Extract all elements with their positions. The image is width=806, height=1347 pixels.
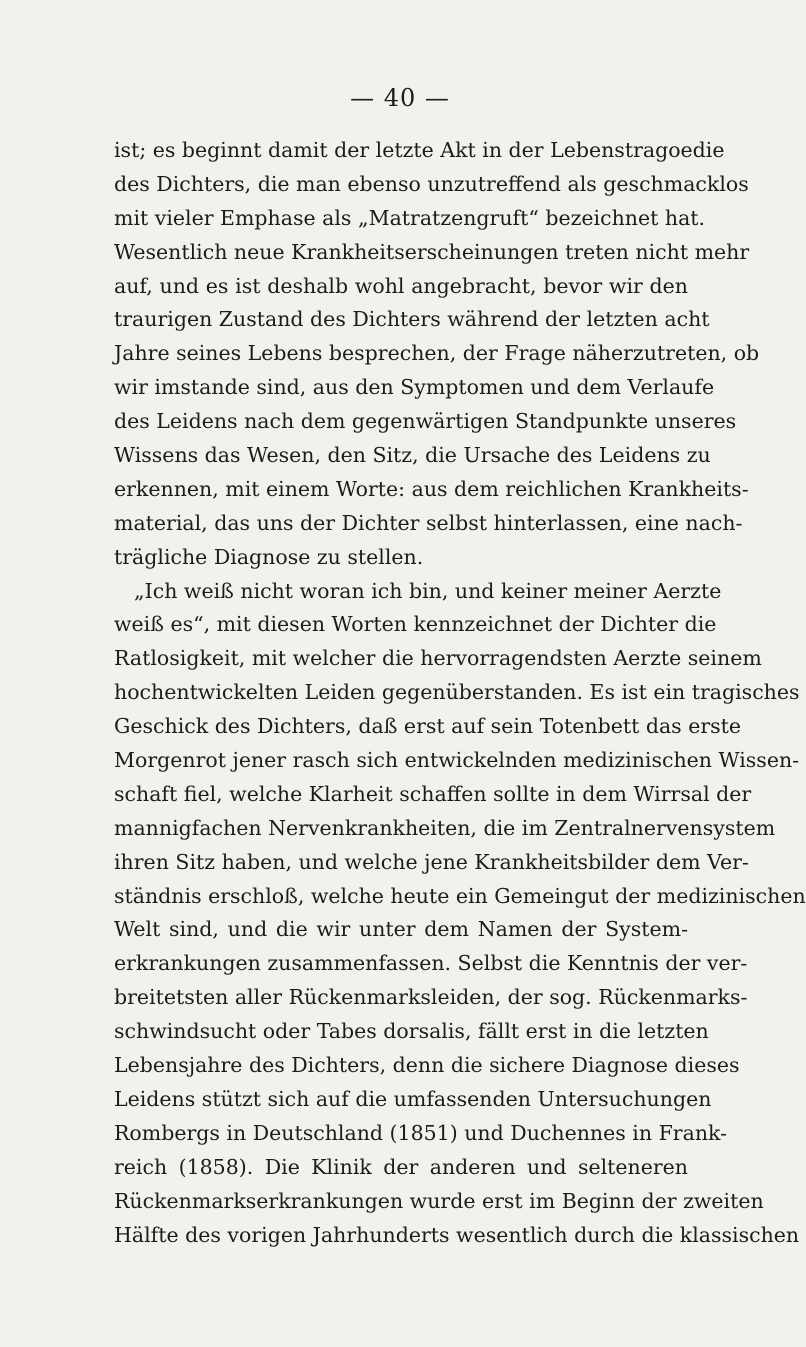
- text-line: traurigen Zustand des Dichters während der letzten acht: [114, 307, 710, 332]
- text-line: schwindsucht oder Tabes dorsalis, fällt erst in die letzten: [114, 1019, 709, 1044]
- page-number: — 40 —: [350, 84, 450, 112]
- text-line: wir imstande sind, aus den Symptomen und dem Verlaufe: [114, 375, 715, 400]
- text-line: des Dichters, die man ebenso unzutreffend als geschmacklos: [114, 171, 749, 196]
- text-line: ständnis erschloß, welche heute ein Gemeingut der medizinischen: [114, 883, 806, 908]
- text-line: Rombergs in Deutschland (1851) und Duchennes in Frank-: [114, 1120, 728, 1145]
- text-line: Leidens stützt sich auf die umfassenden Untersuchungen: [114, 1086, 712, 1111]
- text-line: Wesentlich neue Krankheitserscheinungen treten nicht mehr: [114, 239, 750, 264]
- text-line: erkennen, mit einem Worte: aus dem reichlichen Krankheits-: [114, 476, 749, 501]
- text-line: hochentwickelten Leiden gegenüberstanden. Es ist ein tragisches: [114, 680, 800, 705]
- text-line: weiß es“, mit diesen Worten kennzeichnet der Dichter die: [114, 612, 717, 637]
- text-line: Geschick des Dichters, daß erst auf sein Totenbett das erste: [114, 714, 742, 739]
- text-line: des Leidens nach dem gegenwärtigen Standpunkte unseres: [114, 409, 737, 434]
- text-line: Morgenrot jener rasch sich entwickelnden medizinischen Wissen-: [114, 748, 800, 773]
- text-line: reich (1858). Die Klinik der anderen und selteneren: [114, 1154, 688, 1179]
- page-body-text: [114, 134, 806, 1252]
- text-line: breitetsten aller Rückenmarksleiden, der sog. Rückenmarks-: [114, 985, 748, 1010]
- text-line: Wissens das Wesen, den Sitz, die Ursache des Leidens zu: [114, 443, 711, 468]
- text-line: Welt sind, und die wir unter dem Namen der System-: [114, 917, 688, 942]
- text-line: trägliche Diagnose zu stellen.: [114, 544, 424, 569]
- text-line: material, das uns der Dichter selbst hinterlassen, eine nach-: [114, 510, 743, 535]
- paragraph: [114, 575, 806, 1253]
- text-line: Lebensjahre des Dichters, denn die sichere Diagnose dieses: [114, 1053, 740, 1078]
- text-line: Ratlosigkeit, mit welcher die hervorragendsten Aerzte seinem: [114, 646, 762, 671]
- text-line: auf, und es ist deshalb wohl angebracht, bevor wir den: [114, 273, 688, 298]
- text-line: ihren Sitz haben, und welche jene Krankheitsbilder dem Ver-: [114, 849, 749, 874]
- text-line: „Ich weiß nicht woran ich bin, und keiner meiner Aerzte: [134, 578, 722, 603]
- text-line: Rückenmarkserkrankungen wurde erst im Beginn der zweiten: [114, 1188, 764, 1213]
- text-line: Hälfte des vorigen Jahrhunderts wesentlich durch die klassischen: [114, 1222, 800, 1247]
- text-line: schaft fiel, welche Klarheit schaffen sollte in dem Wirrsal der: [114, 781, 752, 806]
- text-line: mit vieler Emphase als „Matratzengruft“ bezeichnet hat.: [114, 205, 706, 230]
- text-line: Jahre seines Lebens besprechen, der Frage näherzutreten, ob: [114, 341, 760, 366]
- text-line: ist; es beginnt damit der letzte Akt in der Lebenstragoedie: [114, 138, 725, 162]
- text-line: mannigfachen Nervenkrankheiten, die im Zentralnervensystem: [114, 815, 776, 840]
- paragraph: [114, 134, 760, 575]
- text-line: erkrankungen zusammenfassen. Selbst die Kenntnis der ver-: [114, 951, 748, 976]
